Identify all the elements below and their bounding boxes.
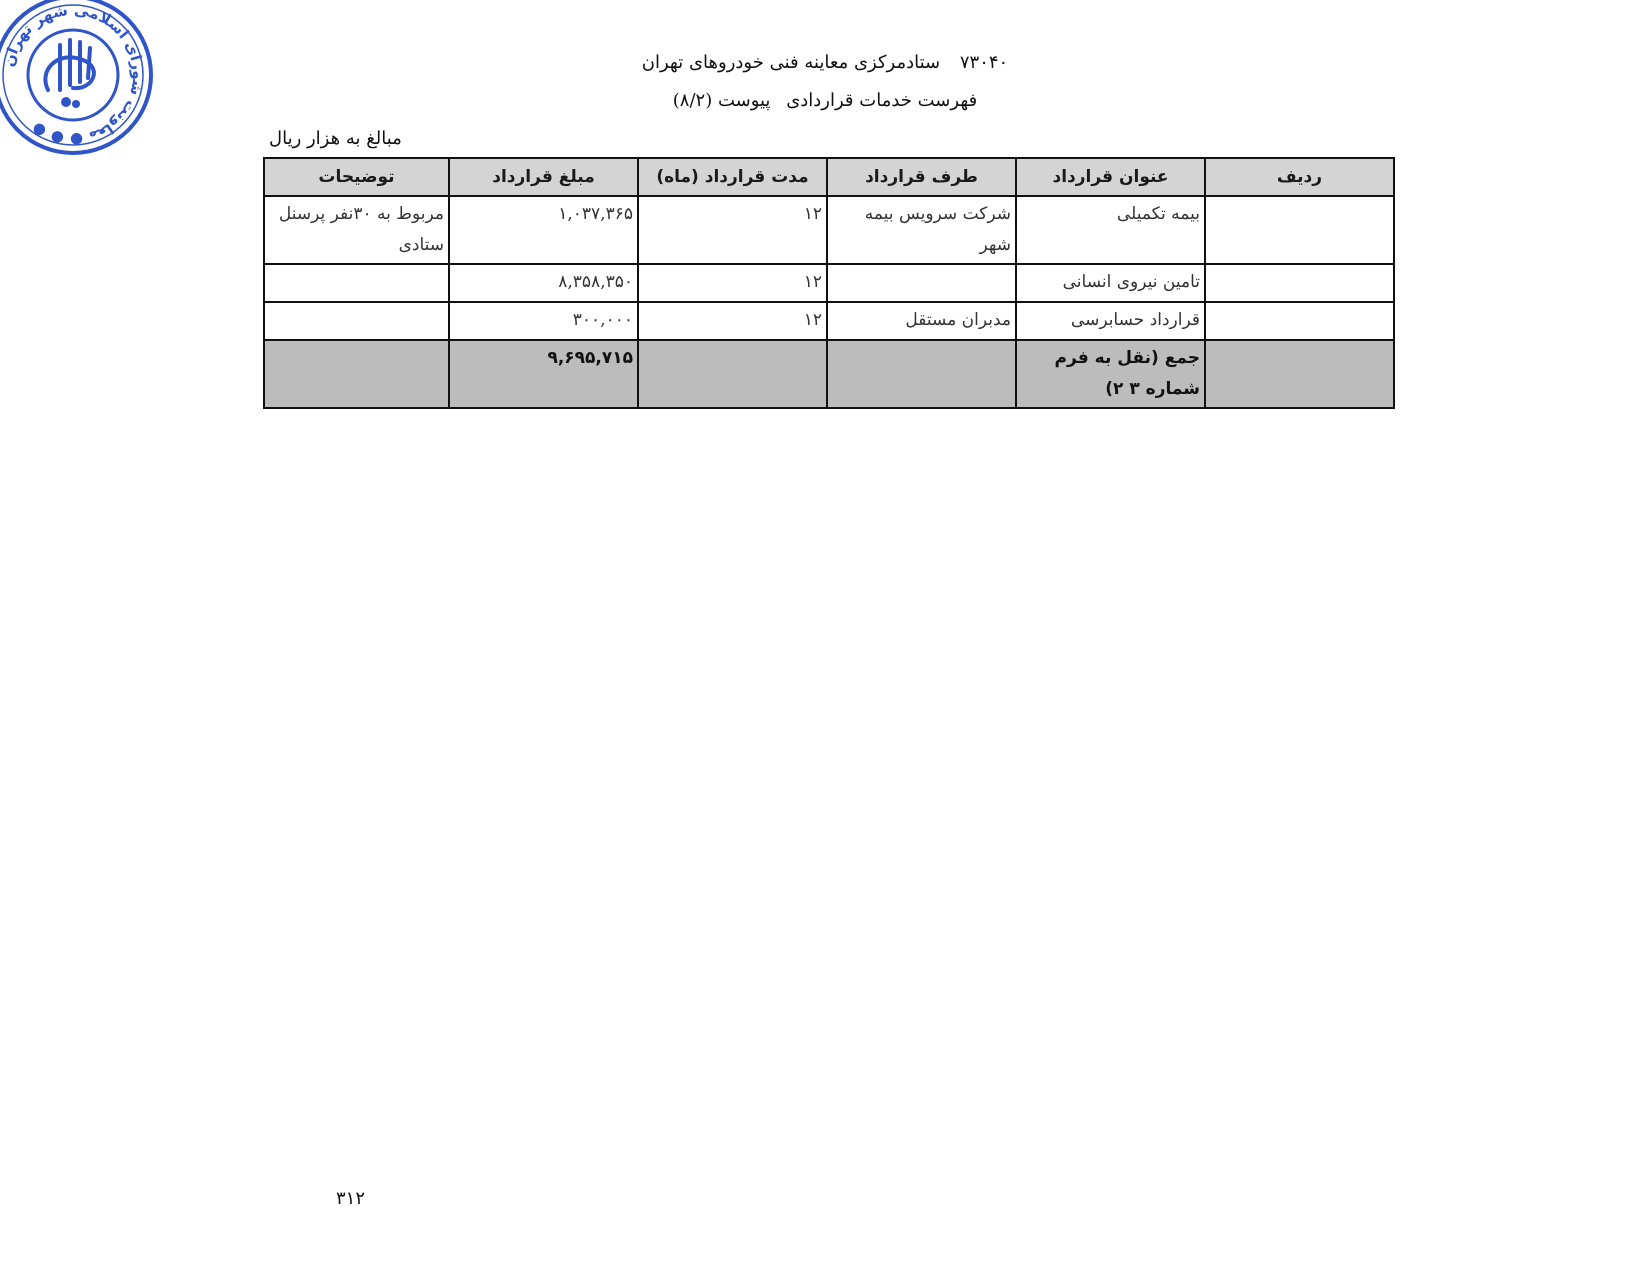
- organization-name: ستادمرکزی معاینه فنی خودروهای تهران: [641, 52, 941, 73]
- cell-row-no-empty: [1205, 340, 1394, 408]
- column-header-amount: مبلغ قرارداد: [449, 158, 638, 196]
- cell-empty: [638, 340, 827, 408]
- cell-duration: ۱۲: [638, 302, 827, 340]
- cell-party: مدبران مستقل: [827, 302, 1016, 340]
- table-row: [264, 302, 1394, 340]
- column-header-party: طرف قرارداد: [827, 158, 1016, 196]
- cell-amount: ۳۰۰,۰۰۰: [449, 302, 638, 340]
- table-row: [264, 264, 1394, 302]
- list-title: فهرست خدمات قراردادی: [786, 90, 978, 111]
- cell-title: قرارداد حسابرسی: [1016, 302, 1205, 340]
- cell-title: بیمه تکمیلی: [1016, 196, 1205, 264]
- cell-duration: ۱۲: [638, 196, 827, 264]
- annex-label: پیوست (۸/۲): [672, 90, 771, 111]
- cell-empty: [827, 340, 1016, 408]
- cell-notes: [264, 302, 449, 340]
- table-header-row: [264, 158, 1394, 196]
- document-title: [0, 52, 1650, 73]
- cell-notes: مربوط به ۳۰نفر پرسنل ستادی: [264, 196, 449, 264]
- cell-notes: [264, 264, 449, 302]
- cell-row-no: [1205, 196, 1394, 264]
- cell-amount: ۸,۳۵۸,۳۵۰: [449, 264, 638, 302]
- cell-title: تامین نیروی انسانی: [1016, 264, 1205, 302]
- cell-party: شرکت سرویس بیمه شهر: [827, 196, 1016, 264]
- cell-row-no: [1205, 302, 1394, 340]
- document-code: ۷۳۰۴۰: [959, 52, 1009, 73]
- currency-unit-note: مبالغ به هزار ریال: [269, 128, 402, 149]
- cell-row-no: [1205, 264, 1394, 302]
- cell-total-label: جمع (نقل به فرم شماره ۳ ۲): [1016, 340, 1205, 408]
- cell-total-amount: ۹,۶۹۵,۷۱۵: [449, 340, 638, 408]
- cell-party: [827, 264, 1016, 302]
- table-row: [264, 196, 1394, 264]
- cell-duration: ۱۲: [638, 264, 827, 302]
- cell-empty: [264, 340, 449, 408]
- column-header-row-no: ردیف: [1205, 158, 1394, 196]
- contract-services-table: [263, 157, 1395, 409]
- cell-amount: ۱,۰۳۷,۳۶۵: [449, 196, 638, 264]
- column-header-title: عنوان قرارداد: [1016, 158, 1205, 196]
- document-subtitle: [0, 90, 1650, 111]
- column-header-duration: مدت قرارداد (ماه): [638, 158, 827, 196]
- official-seal-stamp: [0, 0, 158, 160]
- column-header-notes: توضیحات: [264, 158, 449, 196]
- table-total-row: [264, 340, 1394, 408]
- page-number: ۳۱۲: [336, 1188, 366, 1209]
- svg-text:معاونت شورای اسلامی شهر تهران: معاونت شورای اسلامی شهر تهران ● ● ●: [0, 0, 148, 150]
